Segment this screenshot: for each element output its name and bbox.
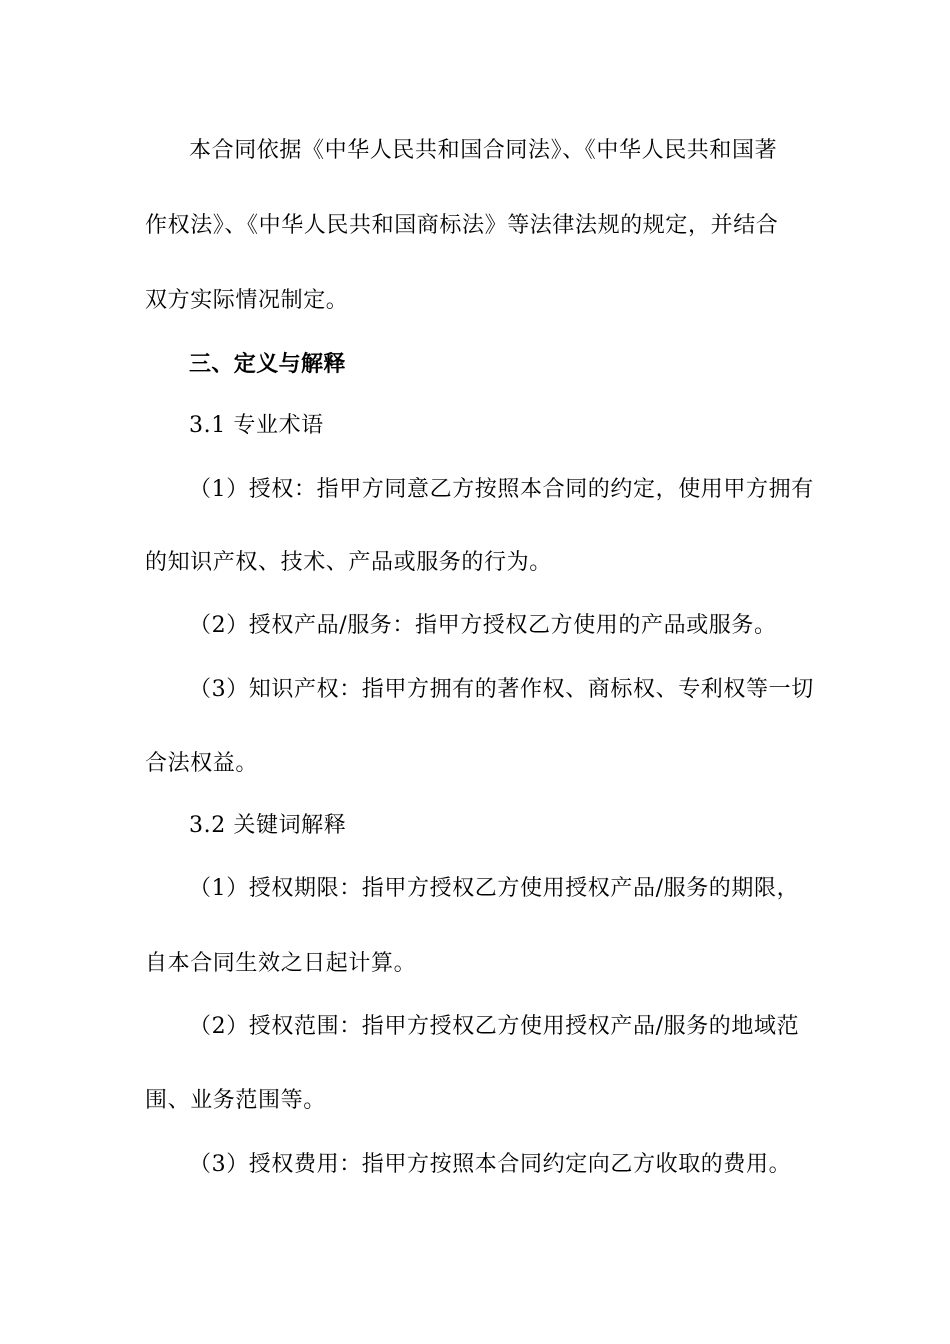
subsection-heading-3-1: 3.1 专业术语	[189, 413, 324, 438]
paragraph-basis-line-2: 作权法》、《中华人民共和国商标法》等法律法规的规定，并结合	[145, 213, 779, 238]
term-authorization-line-1: （1）授权：指甲方同意乙方按照本合同的约定，使用甲方拥有	[189, 477, 814, 502]
term-fee: （3）授权费用：指甲方按照本合同约定向乙方收取的费用。	[189, 1152, 792, 1177]
term-ip-line-1: （3）知识产权：指甲方拥有的著作权、商标权、专利权等一切	[189, 677, 814, 702]
paragraph-basis-line-1: 本合同依据《中华人民共和国合同法》、《中华人民共和国著	[189, 138, 778, 163]
subsection-heading-3-2: 3.2 关键词解释	[189, 813, 347, 838]
section-heading-definitions: 三、定义与解释	[189, 351, 346, 377]
term-period-line-1: （1）授权期限：指甲方授权乙方使用授权产品/服务的期限，	[189, 876, 800, 901]
term-ip-line-2: 合法权益。	[145, 751, 259, 776]
term-authorized-product: （2）授权产品/服务：指甲方授权乙方使用的产品或服务。	[189, 613, 777, 638]
term-authorization-line-2: 的知识产权、技术、产品或服务的行为。	[145, 550, 552, 575]
term-scope-line-2: 围、业务范围等。	[145, 1088, 326, 1113]
paragraph-basis-line-3: 双方实际情况制定。	[145, 288, 349, 313]
term-period-line-2: 自本合同生效之日起计算。	[145, 951, 417, 976]
term-scope-line-1: （2）授权范围：指甲方授权乙方使用授权产品/服务的地域范	[189, 1014, 800, 1039]
